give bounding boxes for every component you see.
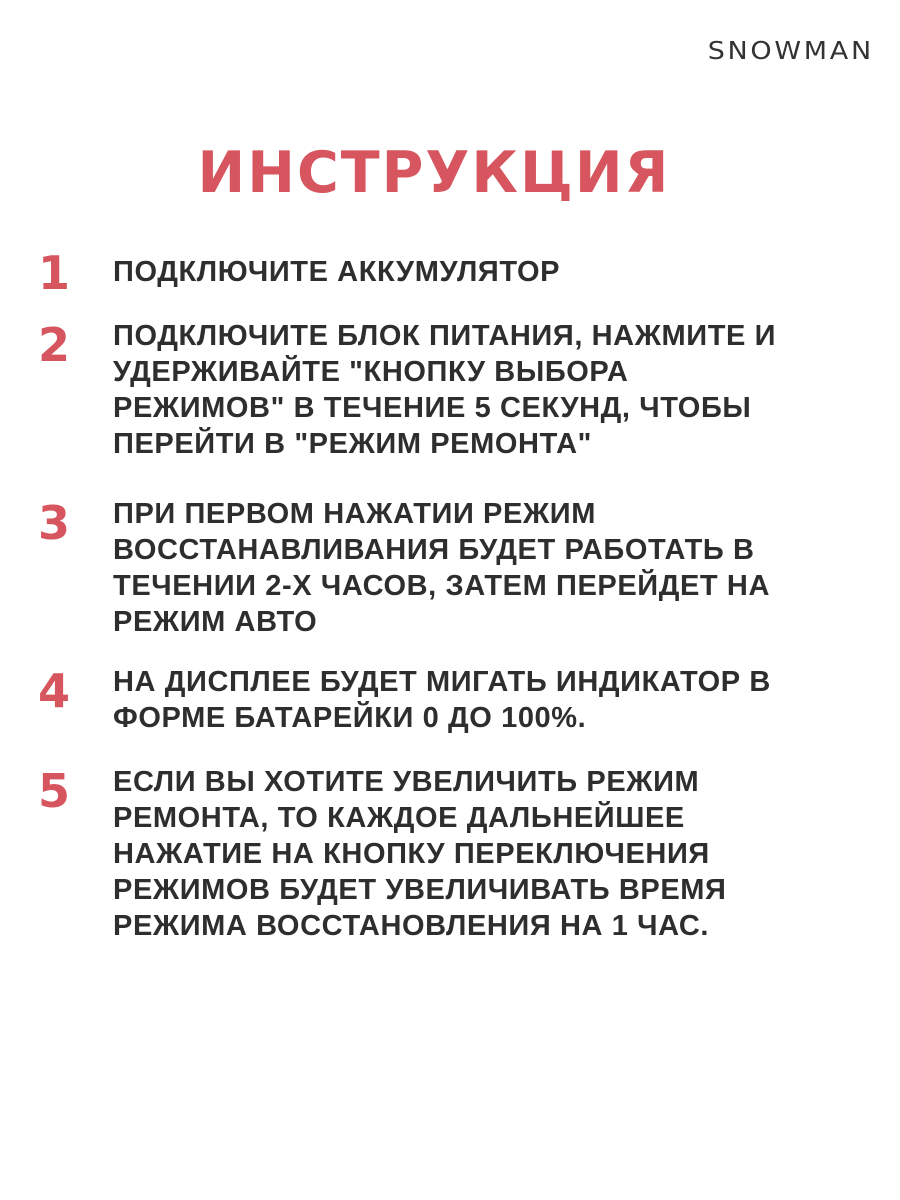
page-title: ИНСТРУКЦИЯ [197,140,671,206]
step-text [113,254,873,290]
step-text-line: РЕМОНТА, ТО КАЖДОЕ ДАЛЬНЕЙШЕЕ [113,802,685,834]
brand-logo-text: SNOWMAN [707,36,874,65]
step-text-line: РЕЖИМОВ" В ТЕЧЕНИЕ 5 СЕКУНД, ЧТОБЫ [113,392,752,424]
step-text-line: РЕЖИМА ВОССТАНОВЛЕНИЯ НА 1 ЧАС. [113,910,710,942]
step-text [113,764,873,944]
step-text-line: НАЖАТИЕ НА КНОПКУ ПЕРЕКЛЮЧЕНИЯ [113,838,710,870]
step-number: 1 [38,246,71,300]
step-text-line: ПЕРЕЙТИ В "РЕЖИМ РЕМОНТА" [113,428,592,460]
step-text-line: ПОДКЛЮЧИТЕ БЛОК ПИТАНИЯ, НАЖМИТЕ И [113,320,777,352]
step-text-line: НА ДИСПЛЕЕ БУДЕТ МИГАТЬ ИНДИКАТОР В [113,666,771,698]
step-text-line: РЕЖИМ АВТО [113,606,318,638]
step-text-line: РЕЖИМОВ БУДЕТ УВЕЛИЧИВАТЬ ВРЕМЯ [113,874,727,906]
step-text [113,664,873,736]
step-text-line: ПРИ ПЕРВОМ НАЖАТИИ РЕЖИМ [113,498,596,530]
step-text [113,496,873,640]
step-text-line: УДЕРЖИВАЙТЕ "КНОПКУ ВЫБОРА [113,356,629,388]
step-text-line: ВОССТАНАВЛИВАНИЯ БУДЕТ РАБОТАТЬ В [113,534,755,566]
step-text-line: ФОРМЕ БАТАРЕЙКИ 0 ДО 100%. [113,702,587,734]
step-number: 2 [38,318,71,372]
step-text-line: ТЕЧЕНИИ 2-Х ЧАСОВ, ЗАТЕМ ПЕРЕЙДЕТ НА [113,570,770,602]
step-text [113,318,873,462]
step-number: 4 [38,664,71,718]
step-text-line: ЕСЛИ ВЫ ХОТИТЕ УВЕЛИЧИТЬ РЕЖИМ [113,766,700,798]
step-number: 3 [38,496,71,550]
step-text-line: ПОДКЛЮЧИТЕ АККУМУЛЯТОР [113,256,561,288]
step-number: 5 [38,764,71,818]
